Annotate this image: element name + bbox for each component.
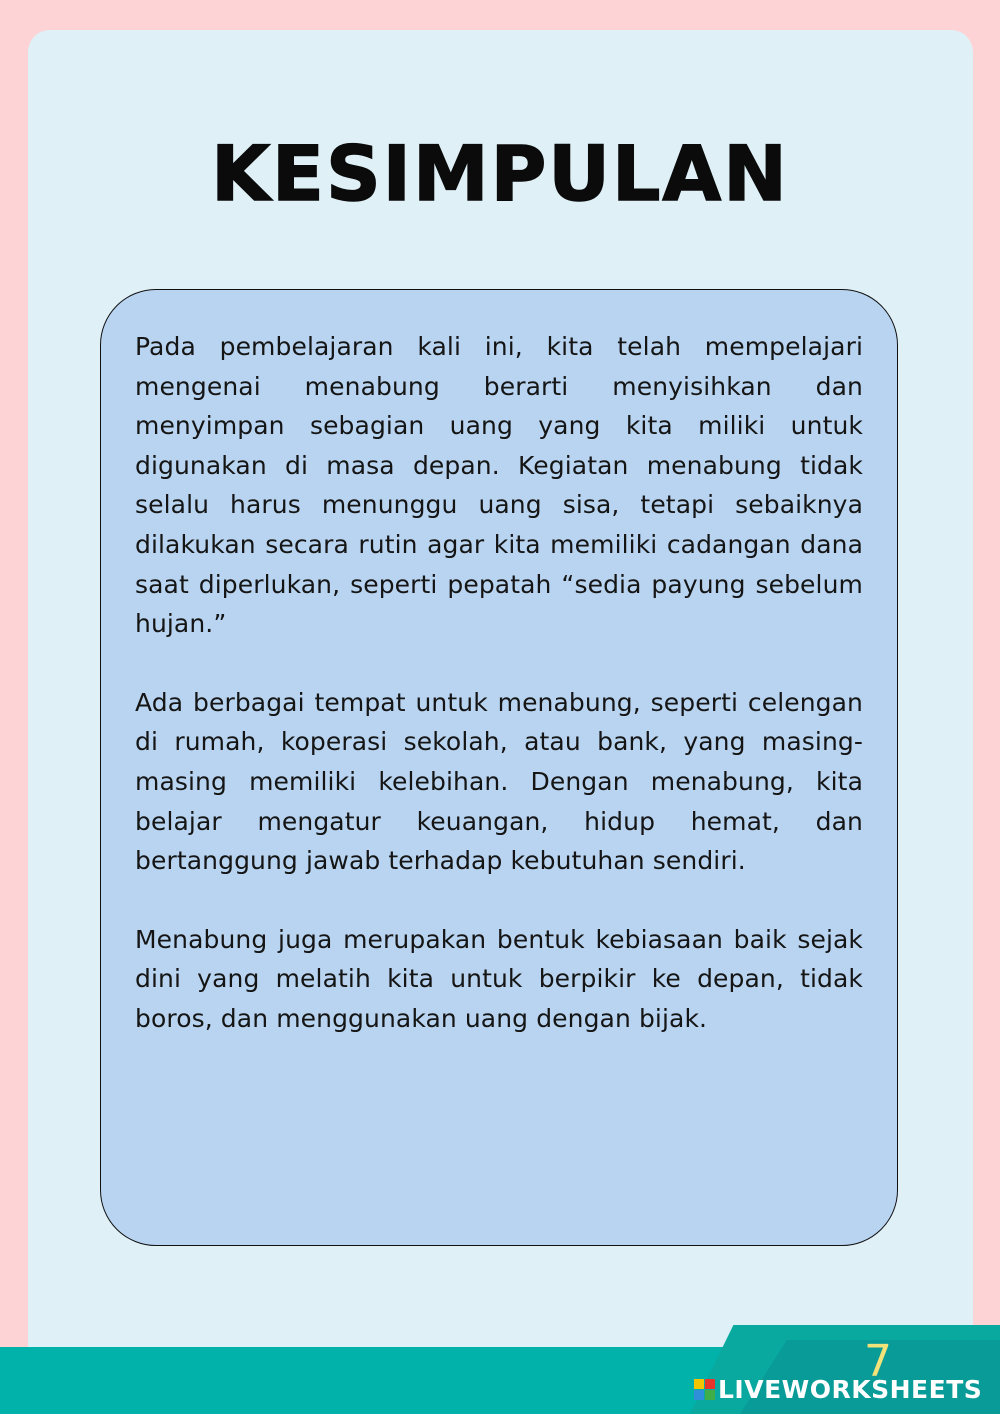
conclusion-text-box	[100, 289, 898, 1246]
paragraph-2: Ada berbagai tempat untuk menabung, seperti celengan di rumah, koperasi sekolah, atau bank, yang masing-masing memiliki kelebihan. Dengan menabung, kita belajar mengatur keuangan, hidup hemat, dan bertanggung jawab terhadap kebutuhan sendiri.	[135, 687, 863, 876]
watermark-text: LIVEWORKSHEETS	[718, 1374, 983, 1404]
page-title: KESIMPULAN	[211, 129, 789, 218]
paragraph-1: Pada pembelajaran kali ini, kita telah mempelajari mengenai menabung berarti menyisihkan dan menyimpan sebagian uang yang kita miliki untuk digunakan di masa depan. Kegiatan menabung tidak selalu harus menunggu uang sisa, tetapi sebaiknya dilakukan secara rutin agar kita memiliki cadangan dana saat diperlukan, seperti pepatah “sedia payung sebelum hujan.”	[135, 332, 863, 639]
liveworksheets-logo-icon	[694, 1379, 715, 1400]
page-number: 7	[864, 1336, 892, 1387]
paragraph-3: Menabung juga merupakan bentuk kebiasaan baik sejak dini yang melatih kita untuk berpikir ke depan, tidak boros, dan menggunakan uang dengan bijak.	[135, 924, 863, 1033]
liveworksheets-watermark[interactable]	[694, 1374, 982, 1404]
